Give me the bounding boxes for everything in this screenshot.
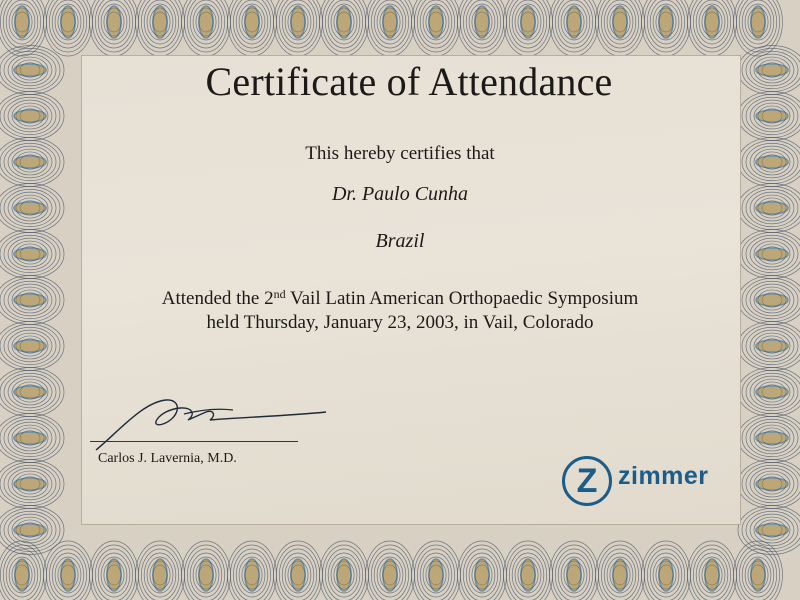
attended-prefix: Attended the 2 (161, 288, 274, 309)
zimmer-wordmark: zimmer (618, 462, 709, 490)
certify-lead-text: This hereby certifies that (305, 143, 495, 164)
zimmer-logo-mark (562, 456, 612, 506)
held-line: held Thursday, January 23, 2003, in Vail, Colorado (206, 312, 594, 333)
attended-ordinal: nd (273, 287, 286, 301)
attended-suffix: Vail Latin American Orthopaedic Symposium (285, 288, 639, 309)
zimmer-logo (562, 456, 742, 512)
certificate-title: Certificate of Attendance (205, 59, 613, 104)
recipient-country: Brazil (375, 230, 425, 252)
signature (88, 392, 338, 452)
attended-line (0, 287, 800, 310)
recipient-name: Dr. Paulo Cunha (331, 183, 469, 205)
signer-name: Carlos J. Lavernia, M.D. (98, 451, 237, 466)
zimmer-logo-letter: Z (576, 462, 598, 500)
signature-line (90, 441, 298, 442)
